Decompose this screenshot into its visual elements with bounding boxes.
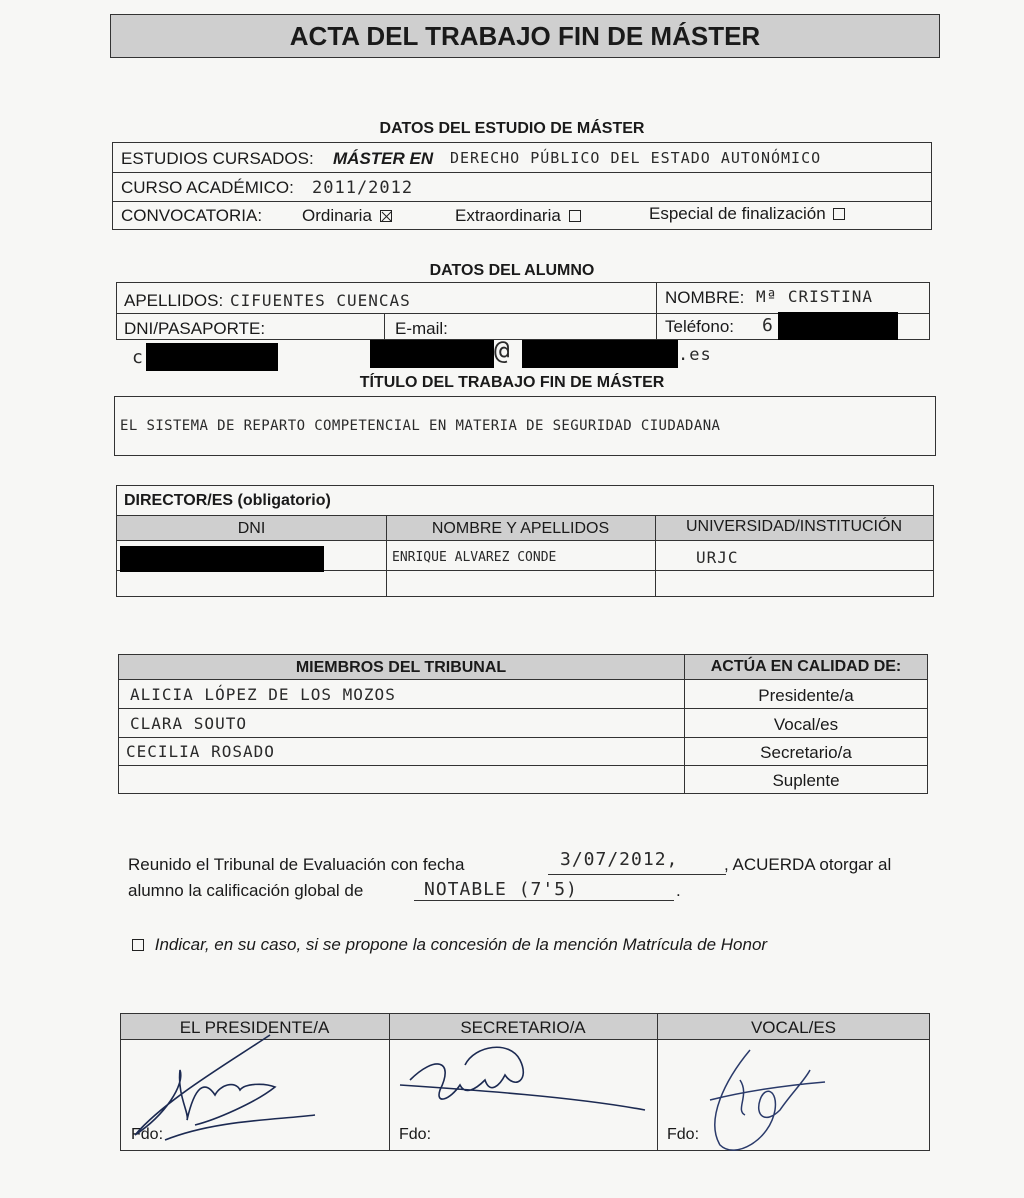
director-dni-redaction bbox=[120, 546, 324, 572]
email-redaction-3 bbox=[522, 340, 678, 368]
acuerdo-text-d: . bbox=[676, 881, 681, 900]
title-bar bbox=[110, 14, 940, 58]
estudio-section-title: DATOS DEL ESTUDIO DE MÁSTER bbox=[379, 120, 645, 137]
firma-secretario-header: SECRETARIO/A bbox=[460, 1018, 586, 1037]
tribunal-row-rol: Presidente/a bbox=[758, 686, 854, 705]
curso-value: 2011/2012 bbox=[312, 178, 414, 198]
email-at: @ bbox=[494, 336, 511, 366]
firma-presidente-header: EL PRESIDENTE/A bbox=[179, 1018, 330, 1037]
tribunal-row-nombre: CLARA SOUTO bbox=[130, 714, 247, 733]
firma-vocal-fdo: Fdo: bbox=[667, 1126, 700, 1143]
email-initial: c bbox=[132, 347, 144, 368]
director-section-title: DIRECTOR/ES (obligatorio) bbox=[124, 492, 331, 509]
email-redaction-1 bbox=[146, 343, 278, 371]
tribunal-row-nombre: ALICIA LÓPEZ DE LOS MOZOS bbox=[130, 685, 396, 704]
apellidos-label: APELLIDOS: bbox=[124, 291, 224, 310]
telefono-label: Teléfono: bbox=[665, 317, 734, 336]
matricula-checkbox[interactable] bbox=[132, 939, 144, 951]
alumno-section-title: DATOS DEL ALUMNO bbox=[429, 262, 595, 279]
acuerdo-text-b: , ACUERDA otorgar al bbox=[724, 855, 892, 874]
email-suffix: .es bbox=[678, 345, 712, 365]
nombre-value: Mª CRISTINA bbox=[756, 287, 873, 306]
acuerdo-text-c: alumno la calificación global de bbox=[128, 881, 364, 900]
signature-presidente bbox=[125, 1025, 340, 1150]
signature-vocal bbox=[690, 1040, 830, 1160]
tribunal-row-nombre: CECILIA ROSADO bbox=[126, 742, 275, 761]
matricula-option bbox=[132, 935, 767, 955]
telefono-redaction bbox=[778, 312, 898, 340]
fecha-underline bbox=[548, 874, 726, 875]
especial-option bbox=[649, 204, 845, 224]
ordinaria-option bbox=[302, 206, 392, 226]
extraordinaria-option bbox=[455, 206, 581, 226]
tribunal-row-rol: Secretario/a bbox=[760, 743, 852, 762]
tribunal-col-calidad: ACTÚA EN CALIDAD DE: bbox=[710, 658, 902, 675]
page-title: ACTA DEL TRABAJO FIN DE MÁSTER bbox=[289, 21, 761, 51]
ordinaria-label: Ordinaria bbox=[302, 206, 372, 225]
firma-secretario-fdo: Fdo: bbox=[399, 1126, 432, 1143]
especial-checkbox[interactable] bbox=[833, 208, 845, 220]
convocatoria-label: CONVOCATORIA: bbox=[121, 206, 263, 225]
estudios-label: ESTUDIOS CURSADOS: bbox=[121, 149, 314, 168]
director-univ-value: URJC bbox=[696, 548, 739, 567]
director-col-dni: DNI bbox=[237, 520, 266, 537]
acuerdo-calificacion-value: NOTABLE (7'5) bbox=[424, 879, 578, 900]
firma-vocal-header: VOCAL/ES bbox=[750, 1018, 837, 1037]
tribunal-row-rol: Suplente bbox=[772, 771, 840, 790]
email-redaction-2 bbox=[370, 340, 494, 368]
tribunal-row-rol: Vocal/es bbox=[773, 715, 839, 734]
calificacion-underline bbox=[414, 900, 674, 901]
dni-label: DNI/PASAPORTE: bbox=[124, 319, 266, 338]
tfm-title-value: EL SISTEMA DE REPARTO COMPETENCIAL EN MATERIA DE SEGURIDAD CIUDADANA bbox=[120, 418, 721, 434]
signature-secretario bbox=[395, 1035, 655, 1140]
director-col-univ: UNIVERSIDAD/INSTITUCIÓN bbox=[685, 518, 902, 535]
director-col-nombre: NOMBRE Y APELLIDOS bbox=[431, 520, 610, 537]
ordinaria-checkbox[interactable] bbox=[380, 210, 392, 222]
telefono-prefix: 6 bbox=[762, 315, 774, 336]
firma-presidente-fdo: Fdo: bbox=[131, 1126, 164, 1143]
extraordinaria-checkbox[interactable] bbox=[569, 210, 581, 222]
director-nombre-value: ENRIQUE ALVAREZ CONDE bbox=[392, 550, 557, 565]
email-label: E-mail: bbox=[395, 319, 448, 338]
apellidos-value: CIFUENTES CUENCAS bbox=[230, 291, 411, 310]
matricula-text: Indicar, en su caso, si se propone la concesión de la mención Matrícula de Honor bbox=[154, 935, 768, 954]
estudios-value: DERECHO PÚBLICO DEL ESTADO AUTONÓMICO bbox=[450, 149, 822, 167]
curso-label: CURSO ACADÉMICO: bbox=[121, 178, 294, 197]
tfm-section-title: TÍTULO DEL TRABAJO FIN DE MÁSTER bbox=[359, 374, 665, 391]
nombre-label: NOMBRE: bbox=[665, 288, 745, 307]
estudios-prefix: MÁSTER EN bbox=[333, 149, 434, 168]
especial-label: Especial de finalización bbox=[649, 204, 826, 223]
acuerdo-text-a: Reunido el Tribunal de Evaluación con fecha bbox=[128, 855, 465, 874]
extraordinaria-label: Extraordinaria bbox=[455, 206, 561, 225]
tribunal-col-miembros: MIEMBROS DEL TRIBUNAL bbox=[295, 659, 507, 676]
acuerdo-fecha-value: 3/07/2012, bbox=[560, 849, 679, 870]
